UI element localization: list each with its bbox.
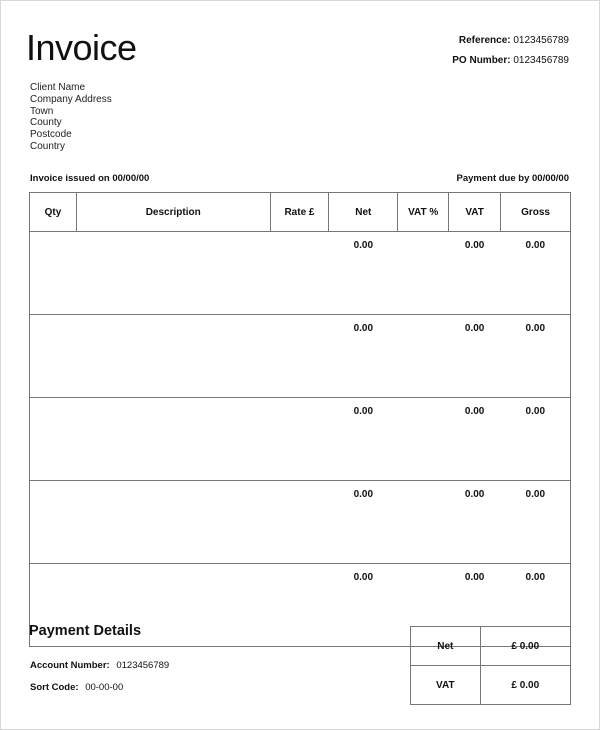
sort-code-line	[30, 682, 123, 693]
cell-qty	[30, 232, 77, 315]
cell-rate	[270, 564, 329, 647]
cell-gross: 0.00	[501, 398, 571, 481]
due-date: Payment due by 00/00/00	[456, 173, 569, 184]
cell-qty	[30, 398, 77, 481]
cell-net: 0.00	[329, 398, 398, 481]
header-description: Description	[76, 193, 270, 232]
cell-net: 0.00	[329, 232, 398, 315]
cell-rate	[270, 398, 329, 481]
cell-qty	[30, 315, 77, 398]
client-name: Client Name	[30, 82, 86, 93]
total-vat-label: VAT	[411, 666, 481, 705]
reference-value: 0123456789	[513, 35, 569, 46]
account-number-line	[30, 660, 169, 671]
cell-gross: 0.00	[501, 315, 571, 398]
cell-net: 0.00	[329, 481, 398, 564]
cell-net: 0.00	[329, 564, 398, 647]
cell-gross: 0.00	[501, 564, 571, 647]
cell-vat: 0.00	[449, 398, 501, 481]
cell-rate	[270, 232, 329, 315]
cell-qty	[30, 481, 77, 564]
total-vat-value: £ 0.00	[480, 666, 570, 705]
reference-block	[452, 31, 569, 71]
cell-vat-percent	[398, 315, 449, 398]
town: Town	[30, 105, 54, 117]
total-net-value: £ 0.00	[480, 627, 570, 666]
table-row	[30, 481, 571, 564]
table-header-row	[30, 193, 571, 232]
header-vat-percent: VAT %	[398, 193, 449, 232]
po-number-line	[452, 51, 569, 71]
total-net-label: Net	[411, 627, 481, 666]
issued-date: Invoice issued on 00/00/00	[30, 173, 150, 184]
header-vat: VAT	[449, 193, 501, 232]
client-address	[30, 82, 112, 153]
cell-gross: 0.00	[501, 232, 571, 315]
cell-vat-percent	[398, 481, 449, 564]
account-number-value: 0123456789	[116, 660, 170, 671]
cell-net: 0.00	[329, 315, 398, 398]
table-row	[30, 315, 571, 398]
county: County	[30, 117, 62, 129]
cell-rate	[270, 481, 329, 564]
cell-vat-percent	[398, 232, 449, 315]
sort-code-value: 00-00-00	[85, 682, 124, 693]
table-row	[30, 398, 571, 481]
company-address: Company Address	[30, 93, 112, 105]
header-qty: Qty	[30, 193, 77, 232]
header-rate: Rate £	[270, 193, 329, 232]
po-number-value: 0123456789	[513, 55, 569, 66]
totals-row-vat	[411, 666, 571, 705]
cell-vat: 0.00	[449, 481, 501, 564]
reference-line	[452, 31, 569, 51]
line-items-table	[29, 192, 571, 647]
postcode: Postcode	[30, 129, 72, 141]
cell-rate	[270, 315, 329, 398]
sort-code-label: Sort Code:	[30, 682, 79, 693]
cell-vat: 0.00	[449, 315, 501, 398]
po-number-label: PO Number:	[452, 55, 511, 66]
cell-description	[76, 232, 270, 315]
invoice-title: Invoice	[26, 27, 137, 68]
cell-vat-percent	[398, 398, 449, 481]
cell-vat: 0.00	[449, 232, 501, 315]
totals-table	[410, 626, 571, 705]
cell-description	[76, 398, 270, 481]
header-gross: Gross	[501, 193, 571, 232]
table-row	[30, 232, 571, 315]
totals-row-net	[411, 627, 571, 666]
account-number-label: Account Number:	[30, 660, 110, 671]
payment-details-title: Payment Details	[29, 623, 142, 639]
cell-gross: 0.00	[501, 481, 571, 564]
header-net: Net	[329, 193, 398, 232]
cell-vat: 0.00	[449, 564, 501, 647]
reference-label: Reference:	[458, 35, 511, 46]
cell-description	[76, 481, 270, 564]
cell-description	[76, 315, 270, 398]
country: Country	[30, 140, 66, 152]
